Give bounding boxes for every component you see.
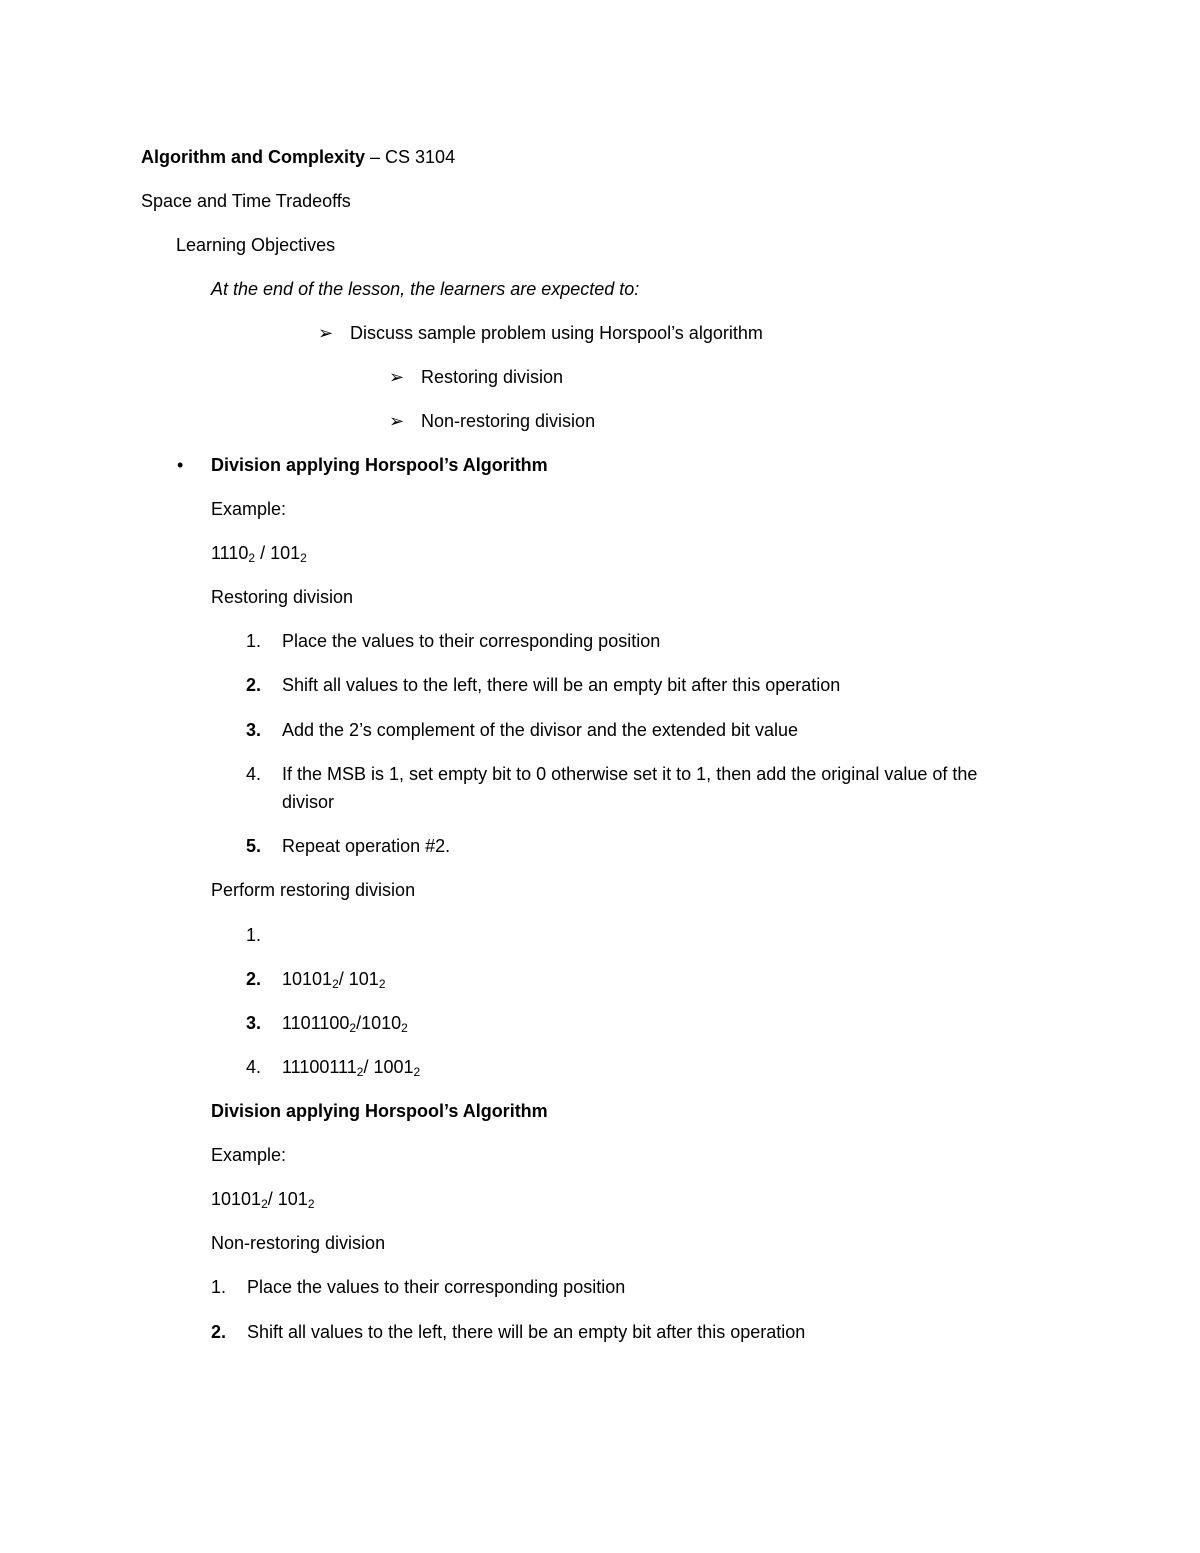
step-number: 2. (211, 1322, 227, 1342)
base-subscript: 2 (378, 977, 386, 991)
objective-text: Discuss sample problem using Horspool’s algorithm (350, 323, 763, 343)
base-subscript: 2 (401, 1021, 408, 1035)
base-subscript: 2 (248, 551, 256, 565)
arrow-bullet-icon: ➢ (389, 411, 405, 431)
exercise-number: 2. (246, 969, 262, 989)
example-expression (211, 542, 307, 564)
step-number: 1. (246, 631, 262, 651)
objective-item (318, 322, 763, 344)
step-number: 3. (246, 720, 262, 740)
objective-text: Non-restoring division (421, 411, 596, 431)
step-number: 1. (211, 1277, 227, 1297)
divisor: 101 (348, 969, 379, 989)
dividend: 10101 (282, 969, 333, 989)
exercise-number: 4. (246, 1057, 262, 1077)
base-subscript: 2 (332, 977, 339, 991)
objective-item (389, 366, 563, 388)
section-heading: Division applying Horspool’s Algorithm (211, 455, 548, 475)
exercise-number: 1. (246, 925, 262, 945)
exercise-number: 3. (246, 1013, 262, 1033)
dividend: 11100111 (282, 1057, 357, 1077)
base-subscript: 2 (349, 1021, 357, 1035)
exercise-expression (282, 1056, 420, 1078)
objectives-intro: At the end of the lesson, the learners are expected to: (211, 279, 640, 299)
objective-text: Restoring division (421, 367, 564, 387)
bullet-icon: • (177, 455, 184, 475)
exercise-expression (282, 968, 386, 990)
method-label: Non-restoring division (211, 1233, 386, 1253)
divisor: 101 (270, 543, 301, 563)
step-text: Shift all values to the left, there will be an empty bit after this operation (282, 675, 841, 695)
topic-title: Space and Time Tradeoffs (141, 191, 351, 211)
division-slash: / (356, 1013, 362, 1033)
dividend: 1101100 (282, 1013, 350, 1033)
base-subscript: 2 (307, 1197, 315, 1211)
section-heading: Division applying Horspool’s Algorithm (211, 1101, 548, 1121)
course-code: – CS 3104 (365, 147, 456, 167)
method-label: Restoring division (211, 587, 354, 607)
base-subscript: 2 (356, 1065, 364, 1079)
arrow-bullet-icon: ➢ (318, 323, 334, 343)
divisor: 1010 (361, 1013, 402, 1033)
exercise-expression (282, 1012, 408, 1034)
step-text: Place the values to their corresponding position (282, 631, 661, 651)
divisor: 1001 (373, 1057, 414, 1077)
example-expression (211, 1188, 315, 1210)
step-number: 4. (246, 764, 262, 784)
step-text-continued: divisor (282, 792, 335, 812)
base-subscript: 2 (413, 1065, 421, 1079)
division-slash: / (260, 543, 266, 563)
course-name: Algorithm and Complexity (141, 147, 366, 167)
example-label: Example: (211, 1145, 287, 1165)
division-slash: / (338, 969, 344, 989)
division-slash: / (267, 1189, 273, 1209)
objectives-heading: Learning Objectives (176, 235, 336, 255)
example-label: Example: (211, 499, 287, 519)
step-text: Shift all values to the left, there will be an empty bit after this operation (247, 1322, 806, 1342)
dividend: 10101 (211, 1189, 262, 1209)
step-text: Place the values to their corresponding position (247, 1277, 626, 1297)
step-text: If the MSB is 1, set empty bit to 0 otherwise set it to 1, then add the original value of the (282, 764, 978, 784)
step-text: Add the 2’s complement of the divisor and the extended bit value (282, 720, 798, 740)
exercise-heading: Perform restoring division (211, 880, 416, 900)
divisor: 101 (277, 1189, 308, 1209)
arrow-bullet-icon: ➢ (389, 367, 405, 387)
step-text: Repeat operation #2. (282, 836, 451, 856)
step-number: 2. (246, 675, 262, 695)
base-subscript: 2 (261, 1197, 268, 1211)
course-title (141, 146, 455, 168)
step-number: 5. (246, 836, 262, 856)
objective-item (389, 410, 595, 432)
dividend: 1110 (211, 543, 249, 563)
base-subscript: 2 (300, 551, 307, 565)
division-slash: / (363, 1057, 369, 1077)
